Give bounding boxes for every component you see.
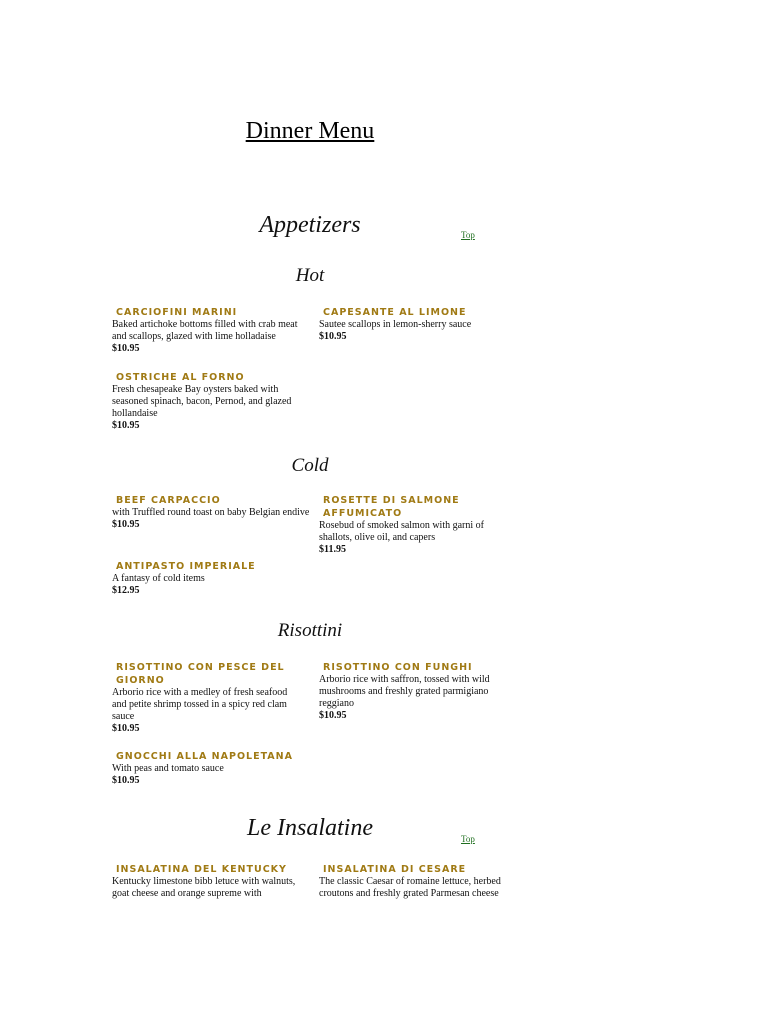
menu-item [319, 661, 499, 722]
subsection-title-cold: Cold [291, 455, 329, 476]
menu-item [112, 306, 312, 355]
item-name: RISOTTINO CON PESCE DEL GIORNO [116, 662, 285, 686]
item-description: Fresh chesapeake Bay oysters baked with seasoned spinach, bacon, Pernod, and glazed hollandaise [112, 384, 292, 419]
item-name: BEEF CARPACCIO [116, 495, 221, 506]
item-price: $10.95 [112, 775, 140, 786]
subsection-title-hot: Hot [295, 265, 325, 286]
item-description: The classic Caesar of romaine lettuce, herbed croutons and freshly grated Parmesan cheese [319, 876, 501, 899]
menu-item [112, 560, 312, 597]
item-description: With peas and tomato sauce [112, 763, 224, 774]
item-price: $12.95 [112, 585, 140, 596]
item-price: $10.95 [319, 710, 347, 721]
top-link-appetizers[interactable]: Top [461, 230, 475, 240]
item-description: Arborio rice with saffron, tossed with wild mushrooms and freshly grated parmigiano reggiano [319, 674, 490, 709]
menu-item [112, 494, 312, 531]
item-description: Rosebud of smoked salmon with garni of shallots, olive oil, and capers [319, 520, 484, 543]
menu-item [319, 306, 519, 343]
item-name: GNOCCHI ALLA NAPOLETANA [116, 751, 293, 762]
menu-item [319, 863, 509, 900]
item-description: with Truffled round toast on baby Belgian endive [112, 507, 310, 518]
item-name: ANTIPASTO IMPERIALE [116, 561, 256, 572]
item-description: Sautee scallops in lemon-sherry sauce [319, 319, 472, 330]
menu-item [112, 371, 312, 432]
menu-item [319, 494, 499, 556]
item-name: RISOTTINO CON FUNGHI [323, 662, 473, 673]
item-description: Kentucky limestone bibb letuce with walnuts, goat cheese and orange supreme with [112, 876, 296, 899]
page-title: Dinner Menu [245, 118, 375, 144]
item-description: Baked artichoke bottoms filled with crab meat and scallops, glazed with lime holladaise [112, 319, 298, 342]
item-price: $10.95 [112, 723, 140, 734]
item-description: A fantasy of cold items [112, 573, 205, 584]
item-description: Arborio rice with a medley of fresh seafood and petite shrimp tossed in a spicy red clam sauce [112, 687, 288, 722]
item-price: $10.95 [112, 420, 140, 431]
item-name: OSTRICHE AL FORNO [116, 372, 245, 383]
menu-item [112, 750, 312, 787]
item-price: $11.95 [319, 544, 346, 555]
top-link-insalatine[interactable]: Top [461, 834, 475, 844]
item-price: $10.95 [319, 331, 347, 342]
section-title-risottini: Risottini [277, 620, 343, 641]
menu-item [112, 661, 302, 735]
section-title-insalatine: Le Insalatine [247, 815, 373, 841]
item-name: INSALATINA DEL KENTUCKY [116, 864, 287, 875]
item-name: CAPESANTE AL LIMONE [323, 307, 467, 318]
item-name: CARCIOFINI MARINI [116, 307, 238, 318]
item-name: INSALATINA DI CESARE [323, 864, 467, 875]
menu-item [112, 863, 312, 900]
section-title-appetizers: Appetizers [259, 212, 361, 238]
item-price: $10.95 [112, 343, 140, 354]
item-name: ROSETTE DI SALMONE AFFUMICATO [323, 495, 460, 519]
item-price: $10.95 [112, 519, 140, 530]
